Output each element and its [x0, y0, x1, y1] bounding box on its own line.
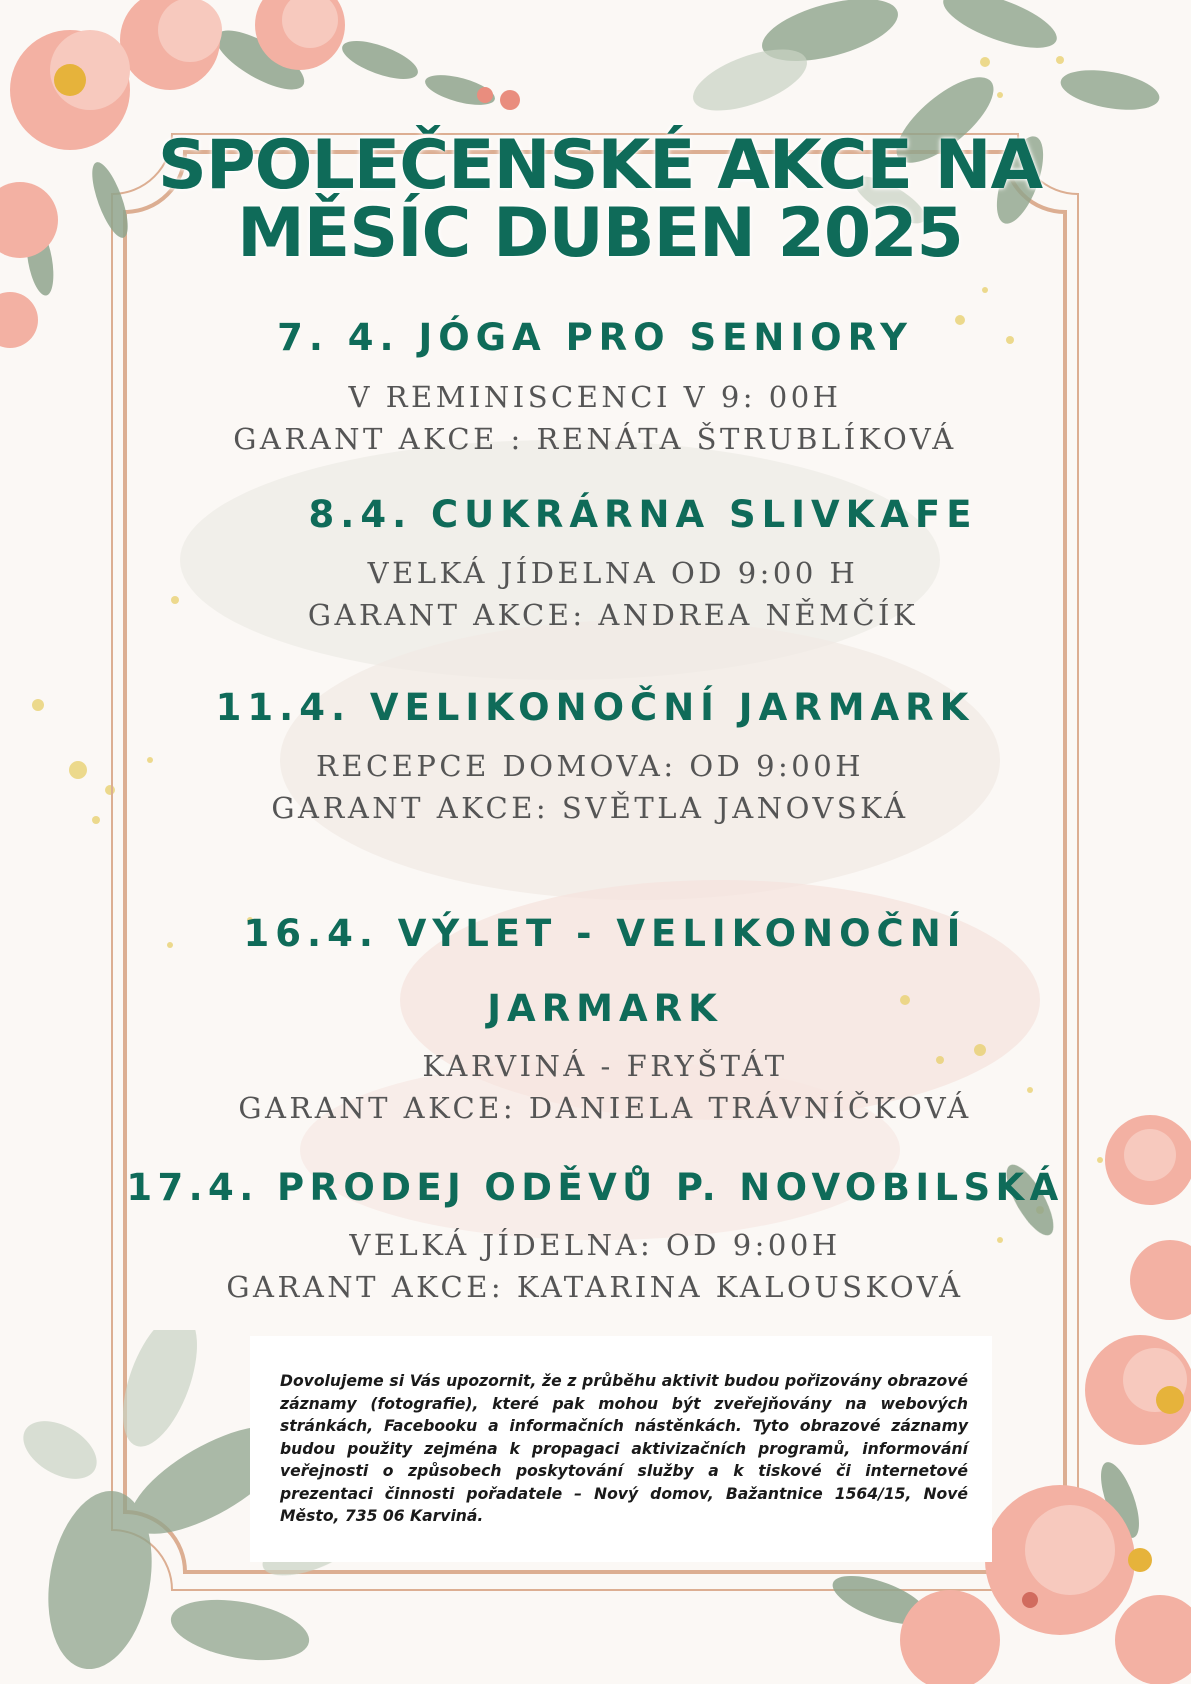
event-4-title-continued: JARMARK: [487, 987, 723, 1030]
event-4-organizer: GARANT AKCE: DANIELA TRÁVNÍČKOVÁ: [238, 1091, 972, 1125]
event-5-title: 17.4. PRODEJ ODĚVŮ P. NOVOBILSKÁ: [126, 1166, 1064, 1209]
photo-notice-text: Dovolujeme si Vás upozornit, že z průběhu aktivit budou pořizovány obrazové záznamy (fotografie), které pak mohou být zveřejňovány na webových stránkách, Facebooku a informačních nástěnkách. Tyto obrazové záznamy budou použity zejména k propagaci aktivizačních programů, informování veřejnosti o způsobech poskytování služby a k tiskové či internetové prezentaci činnosti pořadatele – Nový domov, Bažantnice 1564/15, Nové Město, 735 06 Karviná.: [280, 1372, 968, 1525]
event-4-title: 16.4. VÝLET - VELIKONOČNÍ: [243, 912, 967, 955]
event-3-organizer: GARANT AKCE: SVĚTLA JANOVSKÁ: [271, 791, 909, 825]
event-1-location: V REMINISCENCI V 9: 00H: [348, 380, 842, 414]
event-2-location: VELKÁ JÍDELNA OD 9:00 H: [367, 556, 859, 590]
event-1-organizer: GARANT AKCE : RENÁTA ŠTRUBLÍKOVÁ: [233, 422, 957, 456]
event-5-location: VELKÁ JÍDELNA: OD 9:00H: [349, 1228, 841, 1262]
photo-notice: [250, 1336, 992, 1562]
event-5-organizer: GARANT AKCE: KATARINA KALOUSKOVÁ: [226, 1270, 964, 1304]
title-line-2: MĚSÍC DUBEN 2025: [237, 194, 963, 273]
event-3-location: RECEPCE DOMOVA: OD 9:00H: [316, 749, 864, 783]
event-2-organizer: GARANT AKCE: ANDREA NĚMČÍK: [307, 598, 919, 632]
event-2-title: 8.4. CUKRÁRNA SLIVKAFE: [308, 493, 978, 536]
event-4-location: KARVINÁ - FRYŠTÁT: [422, 1049, 788, 1083]
page-title: [100, 126, 1100, 273]
event-1-title: 7. 4. JÓGA PRO SENIORY: [277, 316, 913, 359]
event-3-title: 11.4. VELIKONOČNÍ JARMARK: [215, 686, 975, 729]
title-line-1: SPOLEČENSKÉ AKCE NA: [157, 126, 1043, 205]
